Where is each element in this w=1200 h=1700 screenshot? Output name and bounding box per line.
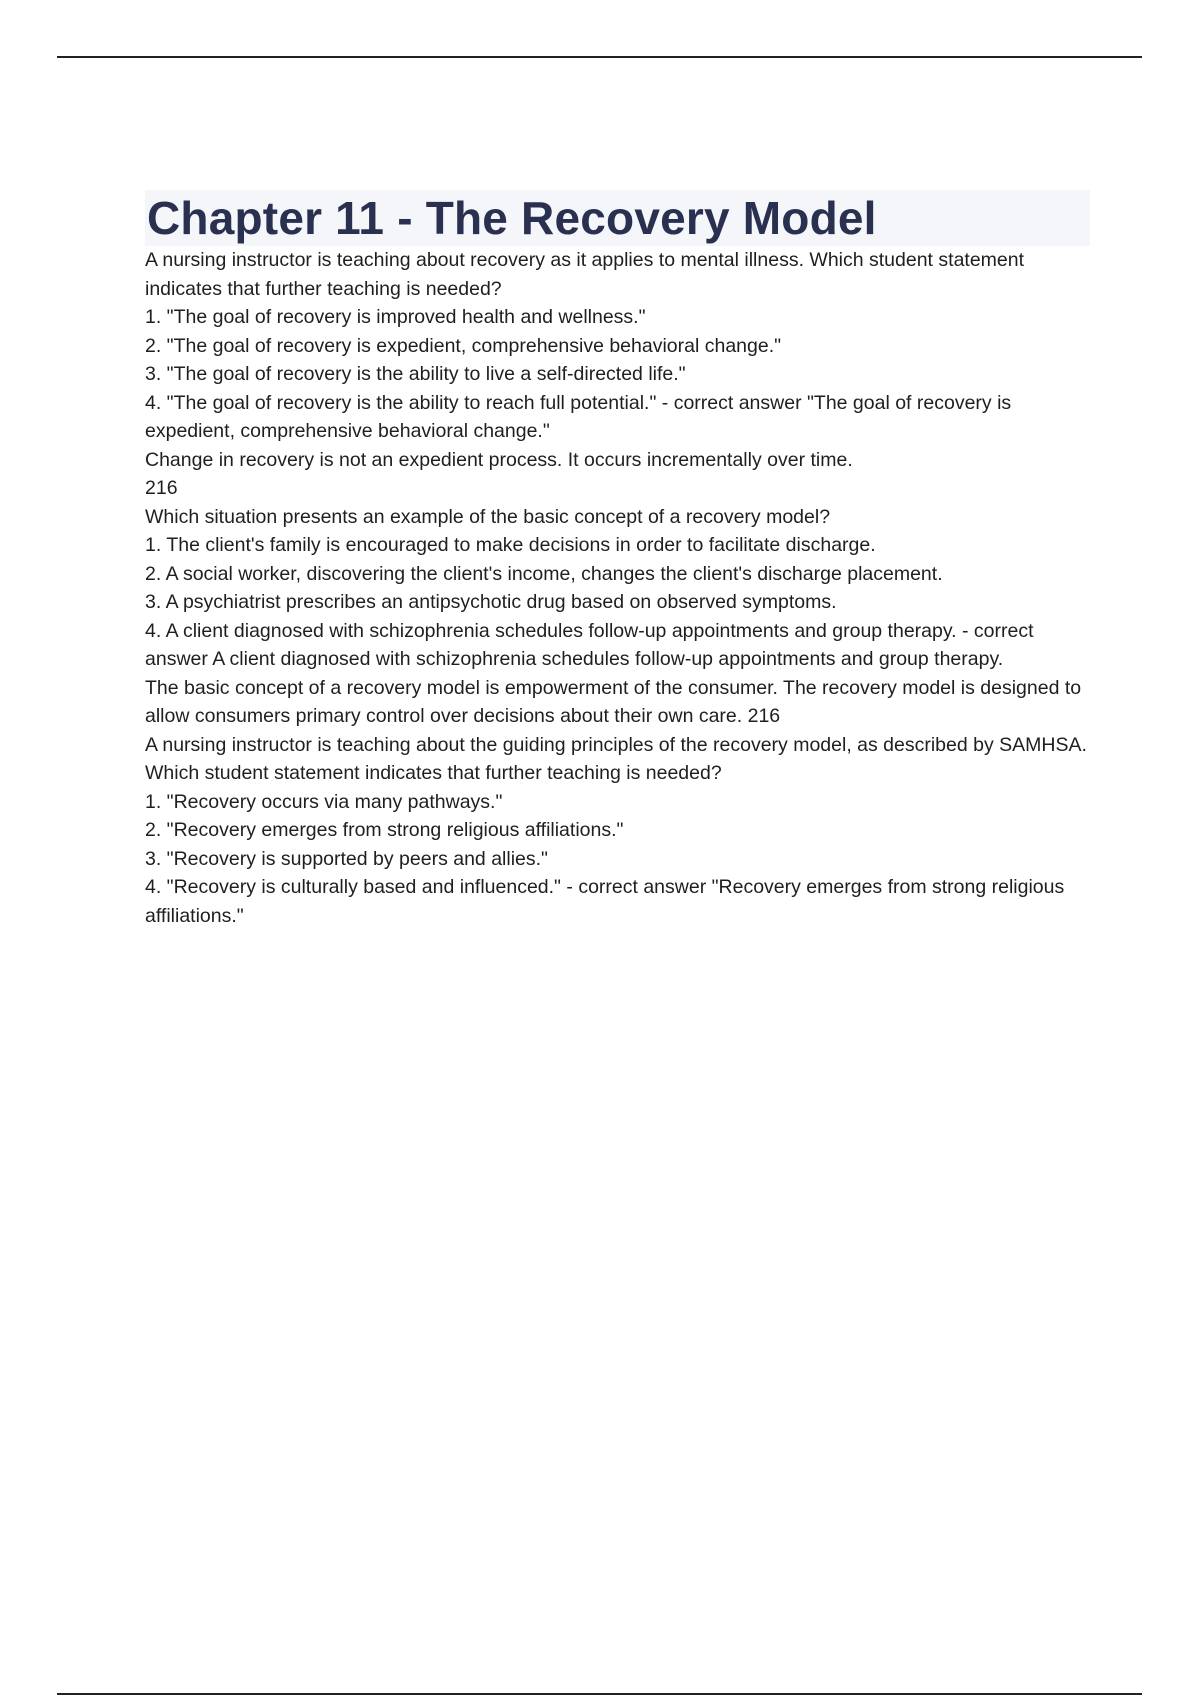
answer-option: 1. The client's family is encouraged to make decisions in order to facilitate discharge.: [145, 534, 876, 556]
answer-option: 3. "The goal of recovery is the ability to live a self-directed life.": [145, 363, 686, 385]
question-block-1: [145, 246, 1090, 503]
page-top-rule: [57, 56, 1142, 58]
question-block-2: [145, 503, 1090, 731]
answer-option: 1. "The goal of recovery is improved health and wellness.": [145, 306, 646, 328]
question-block-3: [145, 731, 1090, 931]
answer-option: 4. "The goal of recovery is the ability to reach full potential." - correct answer "The goal of recovery is expedient, comprehensive behavioral change.": [145, 391, 1012, 442]
answer-option: 2. A social worker, discovering the client's income, changes the client's discharge placement.: [145, 562, 943, 585]
answer-option: 2. "Recovery emerges from strong religious affiliations.": [145, 819, 624, 841]
rationale-text: The basic concept of a recovery model is empowerment of the consumer. The recovery model is designed to allow consumers primary control over decisions about their own care. 216: [145, 676, 1082, 727]
answer-option: 2. "The goal of recovery is expedient, comprehensive behavioral change.": [145, 334, 782, 357]
page-reference: 216: [145, 477, 178, 499]
document-content: [145, 190, 1090, 930]
question-stem: A nursing instructor is teaching about recovery as it applies to mental illness. Which student statement indicates that further teaching is needed?: [145, 249, 1025, 300]
page-title: Chapter 11 - The Recovery Model: [147, 192, 877, 244]
rationale-text: Change in recovery is not an expedient process. It occurs incrementally over time.: [145, 448, 853, 471]
question-stem: A nursing instructor is teaching about the guiding principles of the recovery model, as described by SAMHSA. Which student statement indicates that further teaching is needed?: [145, 733, 1087, 784]
answer-option: 1. "Recovery occurs via many pathways.": [145, 790, 503, 813]
question-stem: Which situation presents an example of the basic concept of a recovery model?: [145, 505, 831, 528]
answer-option: 4. A client diagnosed with schizophrenia schedules follow-up appointments and group therapy. - correct answer A client diagnosed with schizophrenia schedules follow-up appointments and group therapy.: [145, 619, 1034, 670]
answer-option: 4. "Recovery is culturally based and influenced." - correct answer "Recovery emerges from strong religious affiliations.": [145, 876, 1065, 927]
title-bar: [145, 190, 1090, 246]
answer-option: 3. A psychiatrist prescribes an antipsychotic drug based on observed symptoms.: [145, 591, 837, 613]
answer-option: 3. "Recovery is supported by peers and allies.": [145, 847, 548, 870]
page-bottom-rule: [57, 1693, 1142, 1695]
